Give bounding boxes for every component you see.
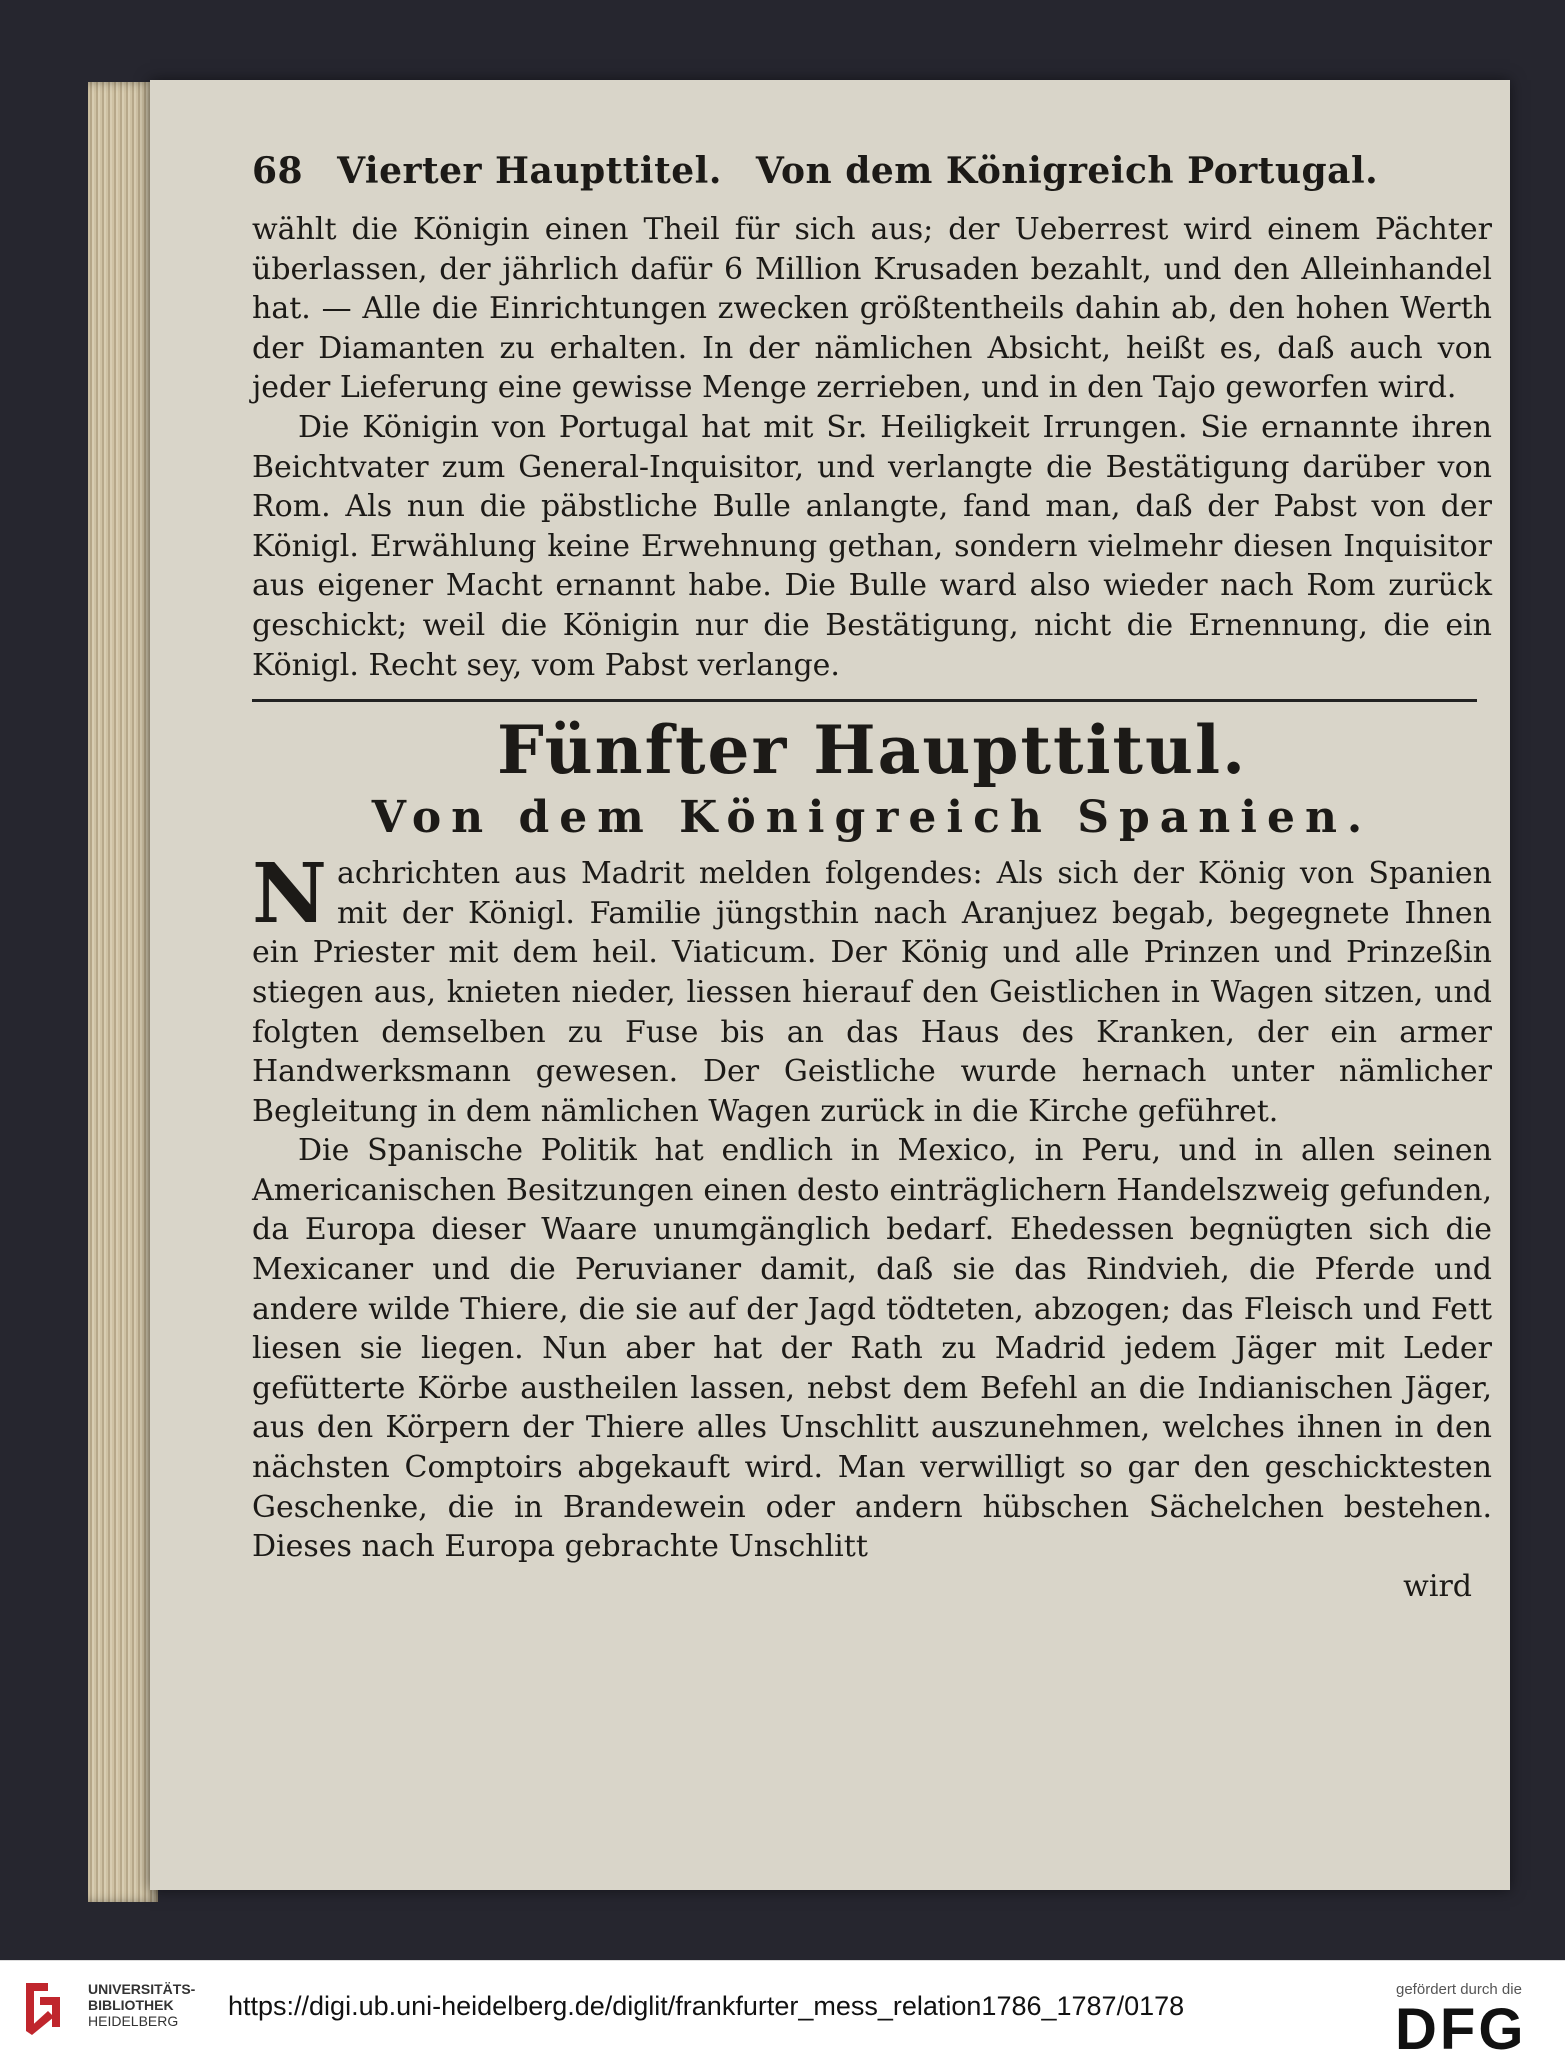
- funded-by-label: gefördert durch die: [1396, 1981, 1522, 1998]
- page-number: 68: [252, 150, 304, 192]
- running-head-chapter: Vierter Haupttitel.: [337, 150, 722, 192]
- paragraph-politics: Die Spanische Politik hat endlich in Mexico, in Peru, und in allen seinen Americanischen Besitzungen einen desto einträglichern Handelszweig gefunden, da Europa dieser Waare unumgänglich bedarf. Ehedessen begnügten sich die Mexicaner und die Peruvianer damit, daß sie das Rindvieh, die Pferde und andere wilde Thiere, die sie auf der Jagd tödteten, abzogen; das Fleisch und Fett liesen sie liegen. Nun aber hat der Rath zu Madrid jedem Jäger mit Leder gefütterte Körbe austheilen lassen, nebst dem Befehl an die Indianischen Jäger, aus den Körpern der Thiere alles Unschlitt auszunehmen, welches ihnen in den nächsten Comptoirs abgekauft wird. Man verwilligt so gar den geschicktesten Geschenke, die in Brandewein oder andern hübschen Sächelchen bestehen. Dieses nach Europa gebrachte Unschlitt: [252, 1133, 1492, 1565]
- drop-cap-initial: N: [252, 846, 327, 943]
- permalink-url[interactable]: https://digi.ub.uni-heidelberg.de/diglit/frankfurter_mess_relation1786_1787/0178: [228, 1991, 1185, 2021]
- text-block-spain: [252, 846, 1492, 1606]
- paragraph-diamonds: wählt die Königin einen Theil für sich aus; der Ueberrest wird einem Pächter überlassen, der jährlich dafür 6 Million Krusaden bezahlt, und den Alleinhandel hat. — Alle die Einrichtungen zwecken größtentheils dahin ab, den hohen Werth der Diamanten zu erhalten. In der nämlichen Absicht, heißt es, daß auch von jeder Lieferung eine gewisse Menge zerrieben, und in den Tajo geworfen wird.: [252, 212, 1492, 406]
- section-divider: [252, 699, 1477, 702]
- viewer-footer: [0, 1960, 1565, 2071]
- paragraph-madrid-text: achrichten aus Madrit melden folgendes: Als sich der König von Spanien mit der Königl. Familie jüngsthin nach Aranjuez begab, begegnete Ihnen ein Priester mit dem heil. Viaticum. Der König und alle Prinzen und Prinzeßin stiegen aus, knieten nieder, liessen hierauf den Geistlichen in Wagen sitzen, und folgten demselben zu Fuse bis an das Haus des Kranken, der ein armer Handwerksmann gewesen. Der Geistliche wurde hernach unter nämlicher Begleitung in dem nämlichen Wagen zurück in die Kirche geführet.: [252, 856, 1492, 1129]
- running-head-title: Von dem Königreich Portugal.: [755, 150, 1379, 192]
- paragraph-inquisitor: Die Königin von Portugal hat mit Sr. Heiligkeit Irrungen. Sie ernannte ihren Beichtvater zum General-Inquisitor, und verlangte die Bestätigung darüber von Rom. Als nun die päbstliche Bulle anlangte, fand man, daß der Pabst von der Königl. Erwählung keine Erwehnung gethan, sondern vielmehr diesen Inquisitor aus eigener Macht ernannt habe. Die Bulle ward also wieder nach Rom zurück geschickt; weil die Königin nur die Bestätigung, nicht die Ernennung, die ein Königl. Recht sey, vom Pabst verlange.: [252, 409, 1492, 683]
- chapter-title: Fünfter Haupttitul.: [496, 711, 1248, 790]
- text-block-portugal: [252, 210, 1492, 685]
- catchword: wird: [1403, 1568, 1472, 1604]
- institution-line-1: UNIVERSITÄTS-: [88, 1981, 196, 1997]
- running-head: [252, 150, 1492, 210]
- page-content: [252, 150, 1492, 1606]
- chapter-subtitle: Von dem Königreich Spanien.: [371, 792, 1373, 844]
- dfg-logo[interactable]: DFG: [1395, 1997, 1527, 2062]
- institution-name: [88, 1981, 195, 2029]
- university-library-logo[interactable]: [20, 1977, 76, 2037]
- institution-line-3: HEIDELBERG: [88, 2013, 179, 2029]
- institution-line-2: BIBLIOTHEK: [88, 1997, 174, 2013]
- paragraph-madrid: [252, 846, 1492, 1131]
- book-page-edges: [88, 82, 158, 1902]
